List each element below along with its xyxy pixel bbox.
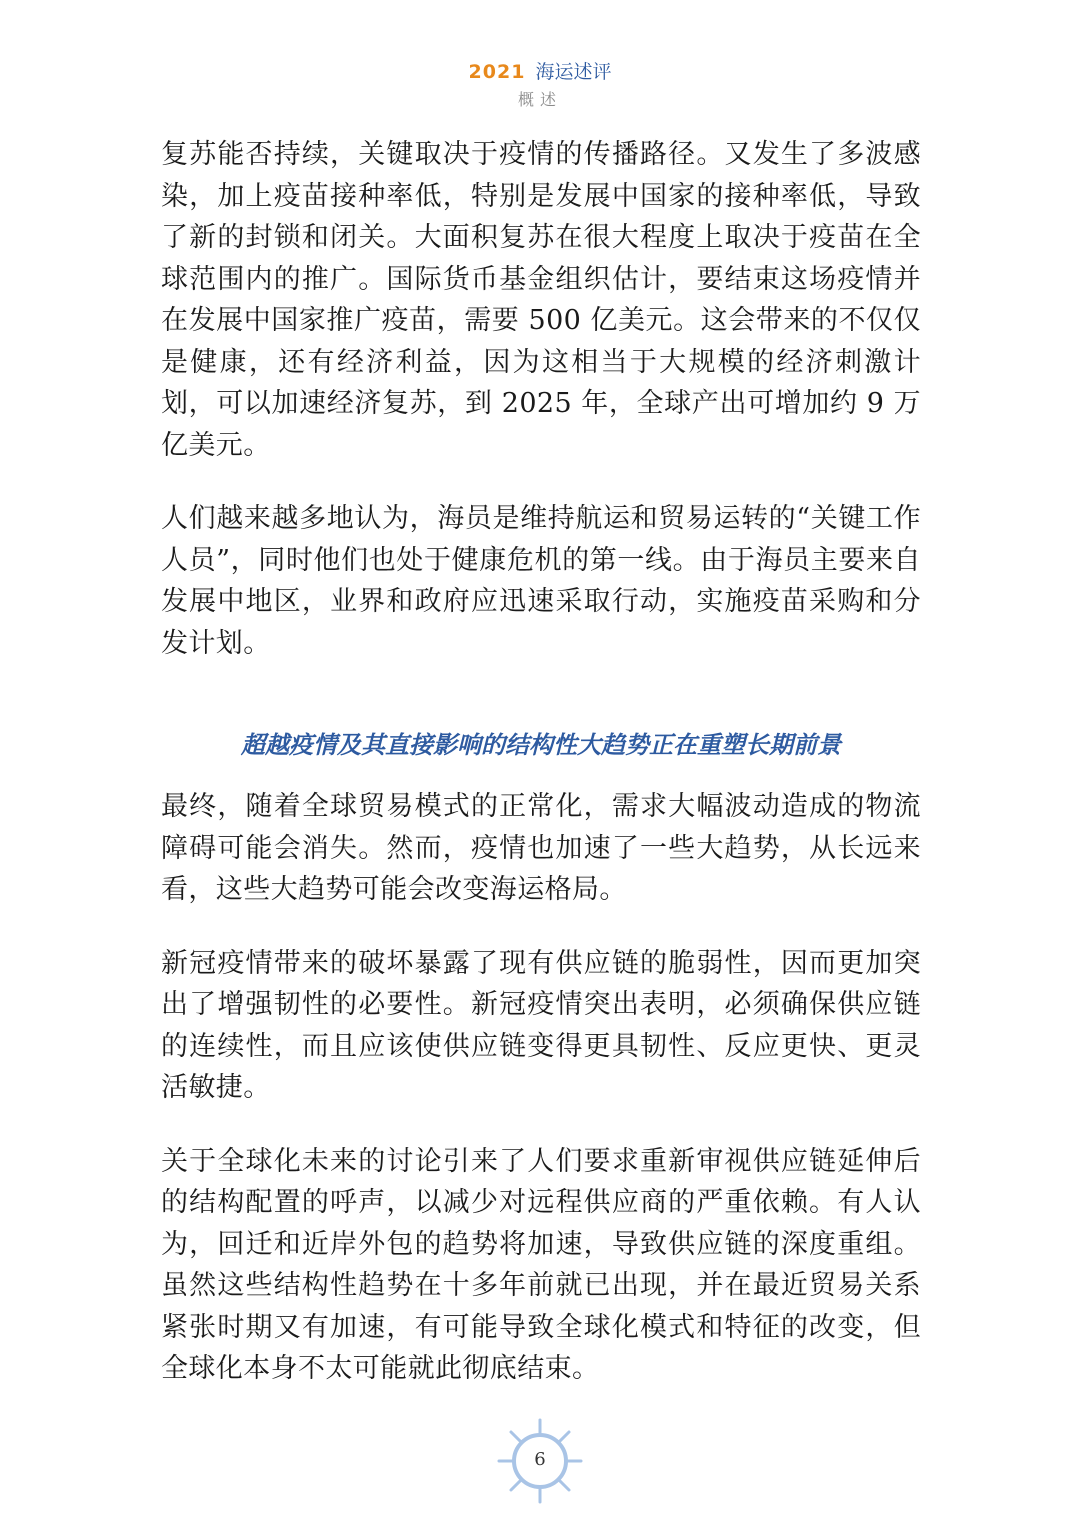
section-heading: 超越疫情及其直接影响的结构性大趋势正在重塑长期前景 <box>241 730 841 759</box>
section-label: 概述 <box>517 90 562 109</box>
report-title: 海运述评 <box>535 61 612 83</box>
page-header <box>0 58 1080 112</box>
report-title-line <box>0 58 1080 86</box>
paragraph-logistics: 最终，随着全球贸易模式的正常化，需求大幅波动造成的物流障碍可能会消失。然而，疫情也加速了一些大趋势，从长远来看，这些大趋势可能会改变海运格局。 <box>161 791 921 905</box>
paragraph-seafarers: 人们越来越多地认为，海员是维持航运和贸易运转的“关键工作人员”，同时他们也处于健康危机的第一线。由于海员主要来自发展中地区，业界和政府应迅速采取行动，实施疫苗采购和分发计划。 <box>161 503 921 659</box>
report-year: 2021 <box>468 61 526 83</box>
page-footer <box>490 1416 590 1516</box>
paragraph-resilience: 新冠疫情带来的破坏暴露了现有供应链的脆弱性，因而更加突出了增强韧性的必要性。新冠疫情突出表明，必须确保供应链的连续性，而且应该使供应链变得更具韧性、反应更快、更灵活敏捷。 <box>161 947 921 1103</box>
main-content <box>161 134 921 1422</box>
paragraph-globalization: 关于全球化未来的讨论引来了人们要求重新审视供应链延伸后的结构配置的呼声，以减少对远程供应商的严重依赖。有人认为，回迁和近岸外包的趋势将加速，导致供应链的深度重组。虽然这些结构性趋势在十多年前就已出现，并在最近贸易关系紧张时期又有加速，有可能导致全球化模式和特征的改变，但全球化本身不太可能就此彻底结束。 <box>161 1145 921 1384</box>
page-number: 6 <box>534 1449 546 1470</box>
paragraph-recovery: 复苏能否持续，关键取决于疫情的传播路径。又发生了多波感染，加上疫苗接种率低，特别是发展中国家的接种率低，导致了新的封锁和闭关。大面积复苏在很大程度上取决于疫苗在全球范围内的推广。国际货币基金组织估计，要结束这场疫情并在发展中国家推广疫苗，需要 500 亿美元。这会带来的不仅仅是健康，还有经济利益，因为这相当于大规模的经济刺激计划，可以加速经济复苏，到 2025 年，全球产出可增加约 9 万亿美元。 <box>161 139 921 461</box>
